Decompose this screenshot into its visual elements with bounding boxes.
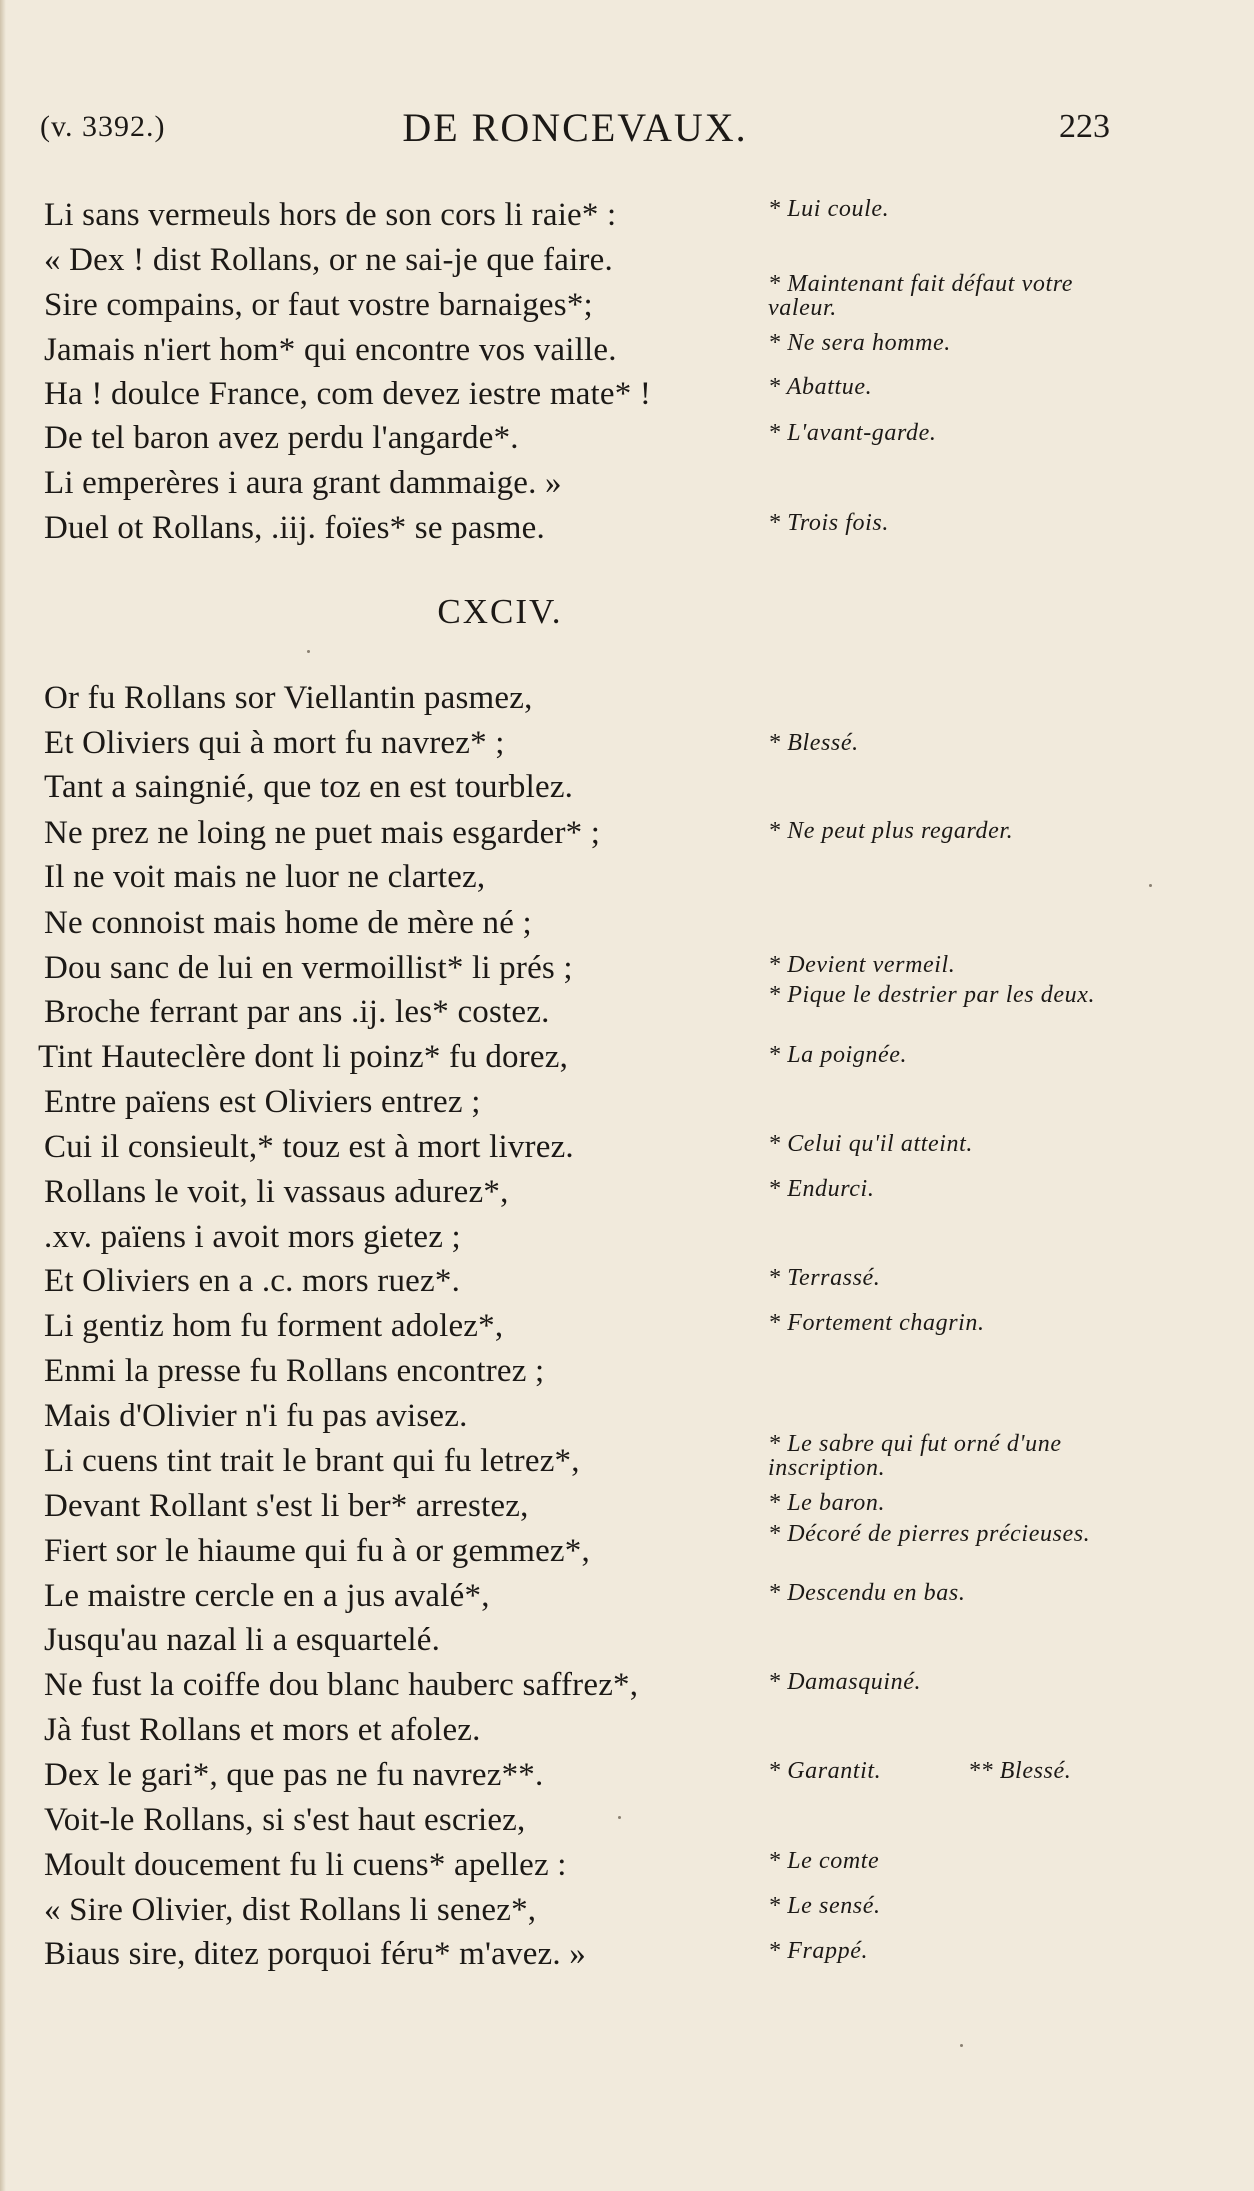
- gloss-note: * Devient vermeil.: [768, 952, 956, 978]
- verse-line: Sire compains, or faut vostre barnaiges*;: [44, 287, 593, 323]
- gloss-note: * Le baron.: [768, 1490, 886, 1516]
- gloss-note: * Damasquiné.: [768, 1669, 922, 1695]
- verse-line: Enmi la presse fu Rollans encontrez ;: [44, 1353, 545, 1389]
- gloss-note: * Lui coule.: [768, 196, 890, 222]
- verse-line: Broche ferrant par ans .ij. les* costez.: [44, 994, 550, 1030]
- running-title: DE RONCEVAUX.: [402, 105, 748, 150]
- verse-line: « Dex ! dist Rollans, or ne sai-je que faire.: [44, 242, 613, 278]
- gloss-note: * Pique le destrier par les deux.: [768, 982, 1096, 1008]
- gloss-note: * Fortement chagrin.: [768, 1310, 985, 1336]
- paper-speck: [307, 650, 310, 653]
- verse-line: Le maistre cercle en a jus avalé*,: [44, 1578, 490, 1614]
- verse-line: Dou sanc de lui en vermoillist* li prés ;: [44, 950, 573, 986]
- gloss-note: * Abattue.: [768, 374, 873, 400]
- gloss-note: * Ne sera homme.: [768, 330, 951, 356]
- gloss-note: * Trois fois.: [768, 510, 889, 536]
- gloss-note: * Terrassé.: [768, 1265, 881, 1291]
- paper-speck: [618, 1816, 621, 1819]
- verse-line: Devant Rollant s'est li ber* arrestez,: [44, 1488, 529, 1524]
- paper-speck: [1149, 884, 1152, 887]
- laisse-number: CXCIV.: [437, 592, 563, 631]
- gloss-note: * Endurci.: [768, 1176, 875, 1202]
- page-edge: [0, 0, 6, 2191]
- verse-line: Duel ot Rollans, .iij. foïes* se pasme.: [44, 510, 545, 546]
- verse-line: Ne fust la coiffe dou blanc hauberc saffrez*,: [44, 1667, 639, 1703]
- verse-line: Or fu Rollans sor Viellantin pasmez,: [44, 680, 533, 716]
- page-number: 223: [1059, 108, 1110, 145]
- verse-line: Li gentiz hom fu forment adolez*,: [44, 1308, 504, 1344]
- verse-line: Li cuens tint trait le brant qui fu letrez*,: [44, 1443, 580, 1479]
- gloss-note: ** Blessé.: [968, 1758, 1072, 1784]
- verse-line: .xv. païens i avoit mors gietez ;: [44, 1219, 461, 1255]
- verse-line: Entre païens est Oliviers entrez ;: [44, 1084, 481, 1120]
- verse-line: Dex le gari*, que pas ne fu navrez**.: [44, 1757, 544, 1793]
- verse-line: De tel baron avez perdu l'angarde*.: [44, 420, 519, 456]
- gloss-note: * Le sabre qui fut orné d'une inscription.: [768, 1431, 1062, 1481]
- gloss-note: * Maintenant fait défaut votre valeur.: [768, 271, 1074, 321]
- paper-speck: [960, 2044, 963, 2047]
- verse-line: Cui il consieult,* touz est à mort livrez.: [44, 1129, 574, 1165]
- gloss-note: * Garantit.: [768, 1758, 882, 1784]
- verse-line: Biaus sire, ditez porquoi féru* m'avez. »: [44, 1936, 586, 1972]
- verse-line: Mais d'Olivier n'i fu pas avisez.: [44, 1398, 468, 1434]
- verse-line: Ne prez ne loing ne puet mais esgarder* ;: [44, 815, 601, 851]
- gloss-note: * Le sensé.: [768, 1893, 881, 1919]
- verse-line: Ne connoist mais home de mère né ;: [44, 905, 532, 941]
- verse-line: Il ne voit mais ne luor ne clartez,: [44, 859, 486, 895]
- gloss-note: * Descendu en bas.: [768, 1580, 966, 1606]
- gloss-note: * Celui qu'il atteint.: [768, 1131, 973, 1157]
- gloss-note: * Ne peut plus regarder.: [768, 818, 1014, 844]
- verse-line: Tint Hauteclère dont li poinz* fu dorez,: [38, 1039, 569, 1075]
- verse-line: Li emperères i aura grant dammaige. »: [44, 465, 562, 501]
- gloss-note: * Décoré de pierres précieuses.: [768, 1521, 1091, 1547]
- verse-line: Li sans vermeuls hors de son cors li raie* :: [44, 197, 617, 233]
- gloss-note: * Frappé.: [768, 1938, 869, 1964]
- verse-line: Voit-le Rollans, si s'est haut escriez,: [44, 1802, 526, 1838]
- verse-line: Fiert sor le hiaume qui fu à or gemmez*,: [44, 1533, 590, 1569]
- verse-line: « Sire Olivier, dist Rollans li senez*,: [44, 1892, 537, 1928]
- verse-line: Tant a saingnié, que toz en est tourblez.: [44, 769, 574, 805]
- verse-line: Ha ! doulce France, com devez iestre mate* !: [44, 376, 652, 412]
- verse-line: Moult doucement fu li cuens* apellez :: [44, 1847, 567, 1883]
- gloss-note: * L'avant-garde.: [768, 420, 937, 446]
- verse-reference: (v. 3392.): [40, 110, 166, 143]
- gloss-note: * Le comte: [768, 1848, 880, 1874]
- gloss-note: * Blessé.: [768, 730, 859, 756]
- verse-line: Et Oliviers qui à mort fu navrez* ;: [44, 725, 505, 761]
- running-header: [40, 104, 1110, 154]
- gloss-note: * La poignée.: [768, 1042, 908, 1068]
- verse-line: Jusqu'au nazal li a esquartelé.: [44, 1622, 441, 1658]
- verse-line: Jamais n'iert hom* qui encontre vos vaille.: [44, 332, 617, 368]
- verse-line: Jà fust Rollans et mors et afolez.: [44, 1712, 481, 1748]
- verse-line: Rollans le voit, li vassaus adurez*,: [44, 1174, 509, 1210]
- verse-line: Et Oliviers en a .c. mors ruez*.: [44, 1263, 461, 1299]
